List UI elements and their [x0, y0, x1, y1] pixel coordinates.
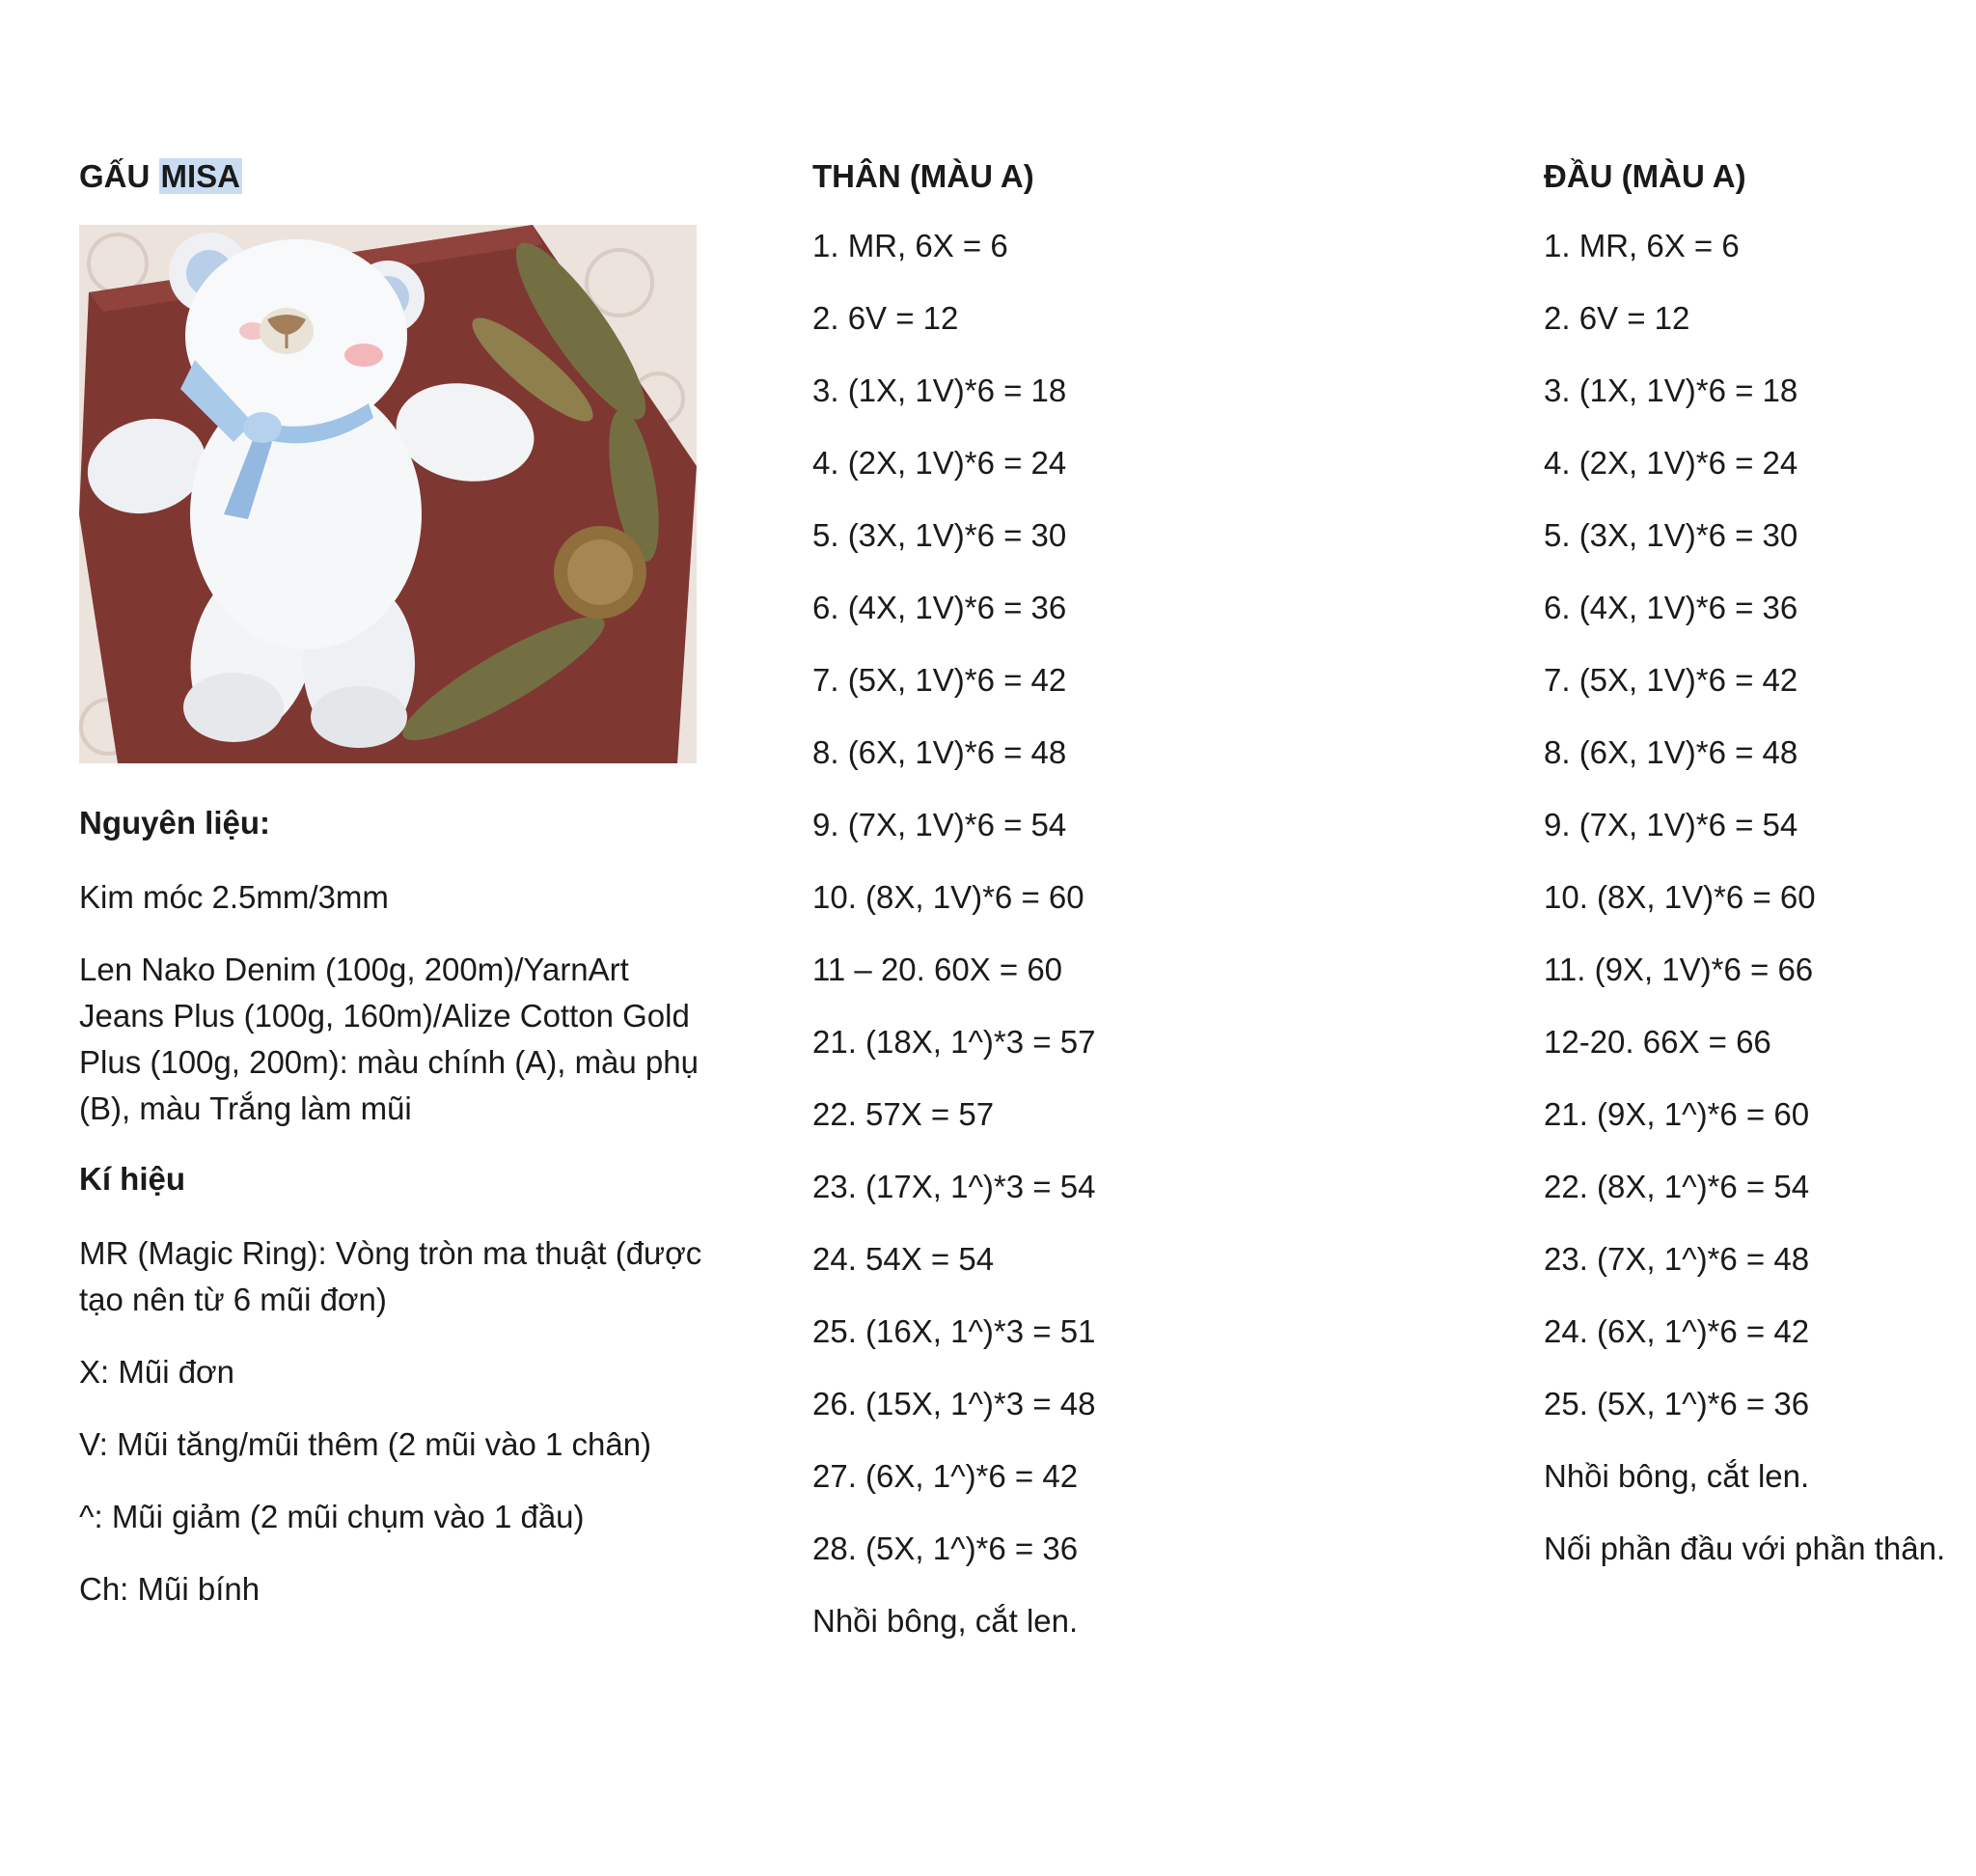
head-row: 24. (6X, 1^)*6 = 42 [1544, 1313, 1810, 1349]
yarn-description: Len Nako Denim (100g, 200m)/YarnArt Jeans Plus (100g, 160m)/Alize Cotton Gold Plus (100g, 200m): màu chính (A), màu phụ (B), màu Trắng làm mũi [79, 952, 699, 1126]
head-pattern-column [1544, 152, 1968, 1600]
head-row: 11. (9X, 1V)*6 = 66 [1544, 952, 1814, 987]
document-title [79, 152, 706, 201]
head-row: 9. (7X, 1V)*6 = 54 [1544, 807, 1798, 842]
symbol-decrease: ^: Mũi giảm (2 mũi chụm vào 1 đầu) [79, 1499, 585, 1534]
head-row: 10. (8X, 1V)*6 = 60 [1544, 879, 1816, 915]
symbol-v: V: Mũi tăng/mũi thêm (2 mũi vào 1 chân) [79, 1426, 652, 1462]
body-row: 23. (17X, 1^)*3 = 54 [812, 1169, 1096, 1204]
body-finish-note: Nhồi bông, cắt len. [812, 1603, 1079, 1639]
head-row: 25. (5X, 1^)*6 = 36 [1544, 1386, 1810, 1421]
title-prefix: GẤU [79, 158, 159, 194]
head-row: 7. (5X, 1V)*6 = 42 [1544, 662, 1798, 698]
body-heading: THÂN (MÀU A) [812, 158, 1034, 194]
head-row: 8. (6X, 1V)*6 = 48 [1544, 734, 1798, 770]
title-highlight: MISA [160, 158, 240, 194]
body-row: 25. (16X, 1^)*3 = 51 [812, 1313, 1096, 1349]
symbol-x: X: Mũi đơn [79, 1354, 235, 1390]
body-row: 5. (3X, 1V)*6 = 30 [812, 517, 1067, 553]
head-row: 5. (3X, 1V)*6 = 30 [1544, 517, 1798, 553]
symbols-heading: Kí hiệu [79, 1161, 186, 1197]
head-row: 22. (8X, 1^)*6 = 54 [1544, 1169, 1810, 1204]
body-row: 26. (15X, 1^)*3 = 48 [812, 1386, 1096, 1421]
head-row: 4. (2X, 1V)*6 = 24 [1544, 445, 1798, 481]
body-row: 28. (5X, 1^)*6 = 36 [812, 1531, 1079, 1566]
body-row: 1. MR, 6X = 6 [812, 228, 1008, 263]
body-row: 21. (18X, 1^)*3 = 57 [812, 1024, 1096, 1060]
body-row: 27. (6X, 1^)*6 = 42 [812, 1458, 1079, 1494]
head-finish-note: Nhồi bông, cắt len. [1544, 1458, 1810, 1494]
head-row: 2. 6V = 12 [1544, 300, 1690, 336]
body-row: 4. (2X, 1V)*6 = 24 [812, 445, 1067, 481]
symbol-ch: Ch: Mũi bính [79, 1571, 261, 1607]
head-row: 23. (7X, 1^)*6 = 48 [1544, 1241, 1810, 1277]
body-row: 10. (8X, 1V)*6 = 60 [812, 879, 1084, 915]
body-row: 24. 54X = 54 [812, 1241, 995, 1277]
head-row: 3. (1X, 1V)*6 = 18 [1544, 372, 1798, 408]
head-row: 1. MR, 6X = 6 [1544, 228, 1740, 263]
body-pattern-column [812, 152, 1488, 1672]
teddy-bear-photo [79, 225, 697, 763]
head-row: 21. (9X, 1^)*6 = 60 [1544, 1096, 1810, 1132]
head-row: 6. (4X, 1V)*6 = 36 [1544, 590, 1798, 625]
body-row: 22. 57X = 57 [812, 1096, 995, 1132]
body-row: 9. (7X, 1V)*6 = 54 [812, 807, 1067, 842]
body-row: 7. (5X, 1V)*6 = 42 [812, 662, 1067, 698]
body-row: 3. (1X, 1V)*6 = 18 [812, 372, 1067, 408]
head-heading: ĐẦU (MÀU A) [1544, 158, 1746, 194]
body-row: 6. (4X, 1V)*6 = 36 [812, 590, 1067, 625]
symbol-mr: MR (Magic Ring): Vòng tròn ma thuật (được tạo nên từ 6 mũi đơn) [79, 1235, 702, 1317]
head-join-note: Nối phần đầu với phần thân. [1544, 1531, 1946, 1566]
body-row: 2. 6V = 12 [812, 300, 959, 336]
body-row: 11 – 20. 60X = 60 [812, 952, 1063, 987]
hook-size: Kim móc 2.5mm/3mm [79, 879, 389, 915]
teddy-bear-illustration [79, 225, 697, 763]
intro-column [79, 152, 706, 1639]
body-row: 8. (6X, 1V)*6 = 48 [812, 734, 1067, 770]
head-row: 12-20. 66X = 66 [1544, 1024, 1771, 1060]
materials-heading: Nguyên liệu: [79, 805, 271, 841]
